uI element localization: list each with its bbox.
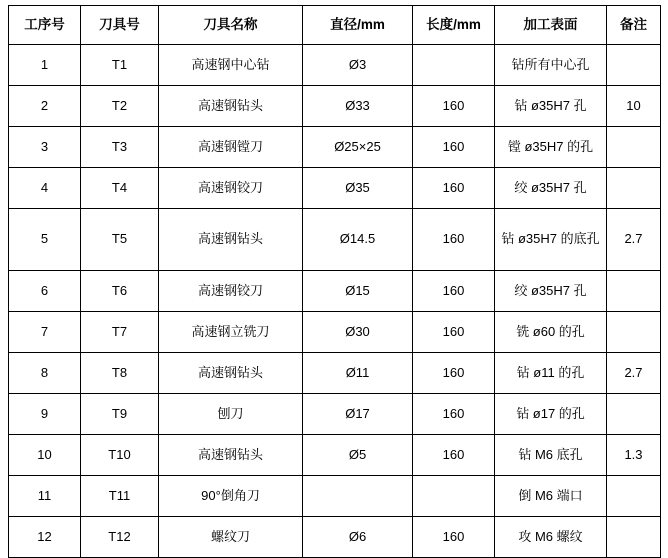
table-row	[9, 353, 661, 394]
cell-surface: 钻 ø35H7 的底孔	[495, 209, 607, 271]
cell-remark	[607, 312, 661, 353]
cell-seq: 1	[9, 45, 81, 86]
cell-tool-name: 高速钢铰刀	[159, 271, 303, 312]
cell-seq: 11	[9, 476, 81, 517]
cell-seq: 5	[9, 209, 81, 271]
cell-tool-no: T6	[81, 271, 159, 312]
cell-length	[413, 45, 495, 86]
cell-tool-name: 高速钢立铣刀	[159, 312, 303, 353]
cell-surface: 钻 ø35H7 孔	[495, 86, 607, 127]
cell-diameter: Ø3	[303, 45, 413, 86]
table-row	[9, 168, 661, 209]
cell-surface: 钻所有中心孔	[495, 45, 607, 86]
cell-tool-name: 高速钢钻头	[159, 353, 303, 394]
cell-length: 160	[413, 517, 495, 558]
cell-length: 160	[413, 127, 495, 168]
cell-diameter: Ø17	[303, 394, 413, 435]
cell-diameter: Ø11	[303, 353, 413, 394]
cell-remark: 1.3	[607, 435, 661, 476]
cell-tool-no: T7	[81, 312, 159, 353]
table-row	[9, 394, 661, 435]
column-header-seq: 工序号	[9, 6, 81, 45]
cell-surface: 钻 ø11 的孔	[495, 353, 607, 394]
column-header-tool-name: 刀具名称	[159, 6, 303, 45]
cell-diameter: Ø25×25	[303, 127, 413, 168]
cell-remark: 10	[607, 86, 661, 127]
cell-tool-name: 高速钢钻头	[159, 86, 303, 127]
cell-tool-no: T4	[81, 168, 159, 209]
cell-diameter: Ø15	[303, 271, 413, 312]
table-row	[9, 435, 661, 476]
cell-tool-no: T11	[81, 476, 159, 517]
cell-length: 160	[413, 168, 495, 209]
cell-seq: 6	[9, 271, 81, 312]
cell-seq: 2	[9, 86, 81, 127]
cell-surface: 攻 M6 螺纹	[495, 517, 607, 558]
cell-tool-no: T8	[81, 353, 159, 394]
cell-seq: 12	[9, 517, 81, 558]
tool-list-sheet	[8, 5, 660, 558]
cell-remark	[607, 517, 661, 558]
cell-tool-no: T3	[81, 127, 159, 168]
cell-tool-name: 高速钢钻头	[159, 209, 303, 271]
column-header-length: 长度/mm	[413, 6, 495, 45]
cell-tool-no: T9	[81, 394, 159, 435]
cell-remark	[607, 168, 661, 209]
table-header-row	[9, 6, 661, 45]
cell-tool-name: 高速钢中心钻	[159, 45, 303, 86]
cell-remark	[607, 127, 661, 168]
table-row	[9, 517, 661, 558]
table-row	[9, 312, 661, 353]
cell-length: 160	[413, 86, 495, 127]
cell-length: 160	[413, 353, 495, 394]
cell-remark	[607, 394, 661, 435]
cell-surface: 铣 ø60 的孔	[495, 312, 607, 353]
column-header-surface: 加工表面	[495, 6, 607, 45]
cell-tool-no: T2	[81, 86, 159, 127]
table-row	[9, 271, 661, 312]
cell-seq: 9	[9, 394, 81, 435]
cell-remark: 2.7	[607, 209, 661, 271]
cell-remark	[607, 476, 661, 517]
cell-length: 160	[413, 209, 495, 271]
cell-tool-no: T5	[81, 209, 159, 271]
cell-tool-name: 高速钢镗刀	[159, 127, 303, 168]
cell-seq: 8	[9, 353, 81, 394]
cell-surface: 绞 ø35H7 孔	[495, 168, 607, 209]
cell-surface: 钻 M6 底孔	[495, 435, 607, 476]
cell-diameter: Ø30	[303, 312, 413, 353]
cell-diameter: Ø5	[303, 435, 413, 476]
tool-list-table	[8, 5, 661, 558]
cell-tool-name: 高速钢钻头	[159, 435, 303, 476]
cell-length: 160	[413, 394, 495, 435]
cell-surface: 绞 ø35H7 孔	[495, 271, 607, 312]
cell-tool-no: T12	[81, 517, 159, 558]
column-header-remark: 备注	[607, 6, 661, 45]
cell-tool-name: 螺纹刀	[159, 517, 303, 558]
cell-diameter: Ø35	[303, 168, 413, 209]
cell-tool-name: 高速钢铰刀	[159, 168, 303, 209]
cell-diameter: Ø33	[303, 86, 413, 127]
cell-tool-name: 90°倒角刀	[159, 476, 303, 517]
cell-diameter: Ø6	[303, 517, 413, 558]
cell-tool-no: T1	[81, 45, 159, 86]
cell-seq: 10	[9, 435, 81, 476]
cell-surface: 镗 ø35H7 的孔	[495, 127, 607, 168]
cell-remark: 2.7	[607, 353, 661, 394]
cell-tool-no: T10	[81, 435, 159, 476]
cell-length: 160	[413, 271, 495, 312]
cell-seq: 7	[9, 312, 81, 353]
table-row	[9, 127, 661, 168]
cell-diameter: Ø14.5	[303, 209, 413, 271]
table-row	[9, 209, 661, 271]
cell-length	[413, 476, 495, 517]
cell-length: 160	[413, 435, 495, 476]
cell-remark	[607, 45, 661, 86]
cell-surface: 钻 ø17 的孔	[495, 394, 607, 435]
table-row	[9, 45, 661, 86]
cell-remark	[607, 271, 661, 312]
cell-seq: 3	[9, 127, 81, 168]
cell-length: 160	[413, 312, 495, 353]
cell-diameter	[303, 476, 413, 517]
table-row	[9, 86, 661, 127]
cell-seq: 4	[9, 168, 81, 209]
column-header-diameter: 直径/mm	[303, 6, 413, 45]
table-row	[9, 476, 661, 517]
column-header-tool-no: 刀具号	[81, 6, 159, 45]
cell-tool-name: 刨刀	[159, 394, 303, 435]
cell-surface: 倒 M6 端口	[495, 476, 607, 517]
